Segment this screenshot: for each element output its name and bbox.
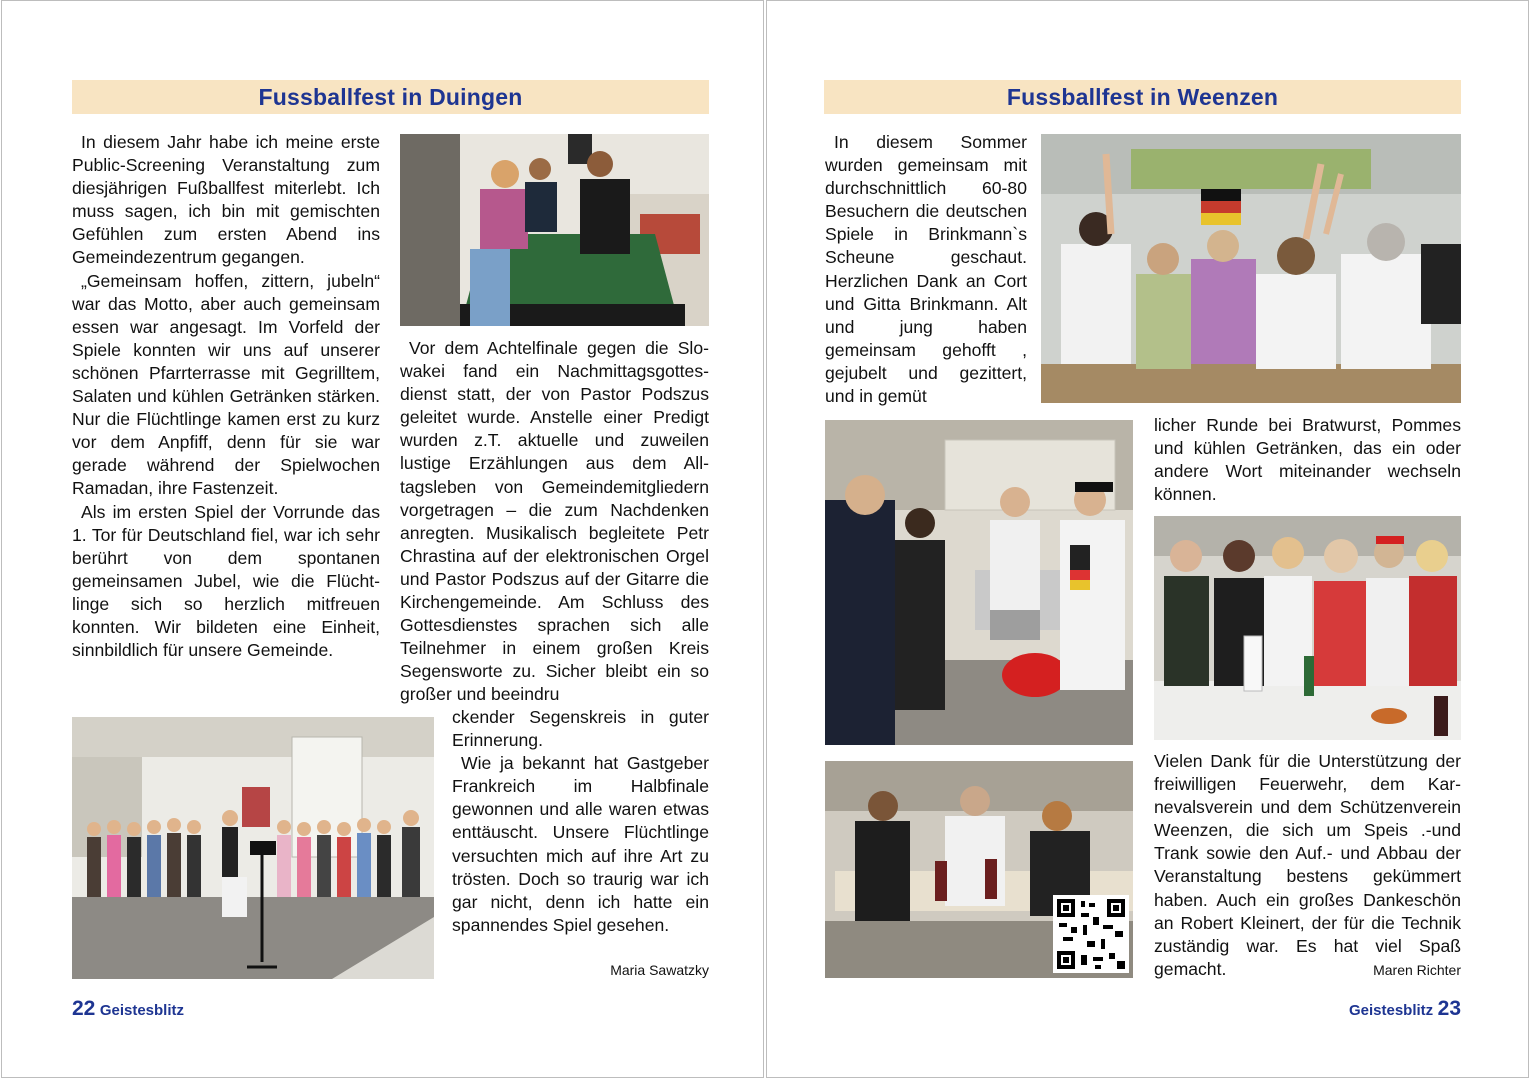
title-bar-weenzen bbox=[824, 80, 1461, 114]
article-column-2 bbox=[400, 337, 709, 707]
article-continued-column bbox=[1154, 414, 1461, 506]
article-thanks-column bbox=[1154, 750, 1461, 981]
photo-people-at-table bbox=[825, 761, 1133, 978]
page-number: 23 bbox=[1437, 997, 1461, 1020]
article-intro-column bbox=[825, 131, 1027, 408]
photo-cheering-crowd bbox=[1041, 134, 1461, 403]
page-footer-left bbox=[72, 997, 184, 1021]
paragraph: Vielen Dank für die Unterstützung der freiwilligen Feuerwehr, dem Karnevalsverein und dem Schützenverein Weenzen, die sich um Speis .-und Trank sowie den Auf.- und Abbau der Veranstaltung bestens gekümmert haben. Auch ein großes Dankeschön an Robert Kleinert, der für die Technik zuständig war. Es hat viel Spaß gemacht. bbox=[1154, 751, 1461, 979]
right-page bbox=[766, 0, 1529, 1078]
magazine-name: Geistesblitz bbox=[1348, 1002, 1434, 1019]
author-signature: Maren Richter bbox=[1373, 962, 1461, 978]
paragraph: In diesem Jahr habe ich meine erste Public-Screening Veranstaltung zum diesjährigen Fußballfest miterlebt. Ich muss sagen, ich bin mit gemischten Gefühlen zum ersten Abend ins Gemeindezentrum gegangen. bbox=[72, 132, 380, 268]
paragraph: Als im ersten Spiel der Vorrunde das 1. Tor für Deutschland fiel, war ich sehr berührt von dem spontanen gemeinsamen Jubel, wie die Flüchtlinge sich so herzlich mitfreuen konnten. Wir bildeten eine Einheit, sinnbildlich für unsere Gemeinde. bbox=[72, 501, 380, 661]
paragraph: In diesem Sommer wurden gemeinsam mit durchschnittlich 60-80 Besuchern die deutschen Spiele in Brinkmann`s Scheune geschaut. Herzlichen Dank an Cort und Gitta Brinkmann. Alt und jung haben gemeinsam gehofft , gejubelt und gezittert, und in gemüt bbox=[825, 132, 1027, 407]
article-title-duingen: Fussballfest in Duingen bbox=[258, 84, 523, 110]
article-column-1 bbox=[72, 131, 380, 662]
paragraph: licher Runde bei Bratwurst, Pommes und kühlen Getränken, das ein oder andere Wort miteinander wechseln können. bbox=[1154, 415, 1461, 505]
title-bar-duingen bbox=[72, 80, 709, 114]
photo-foosball-table bbox=[400, 134, 709, 326]
page-number: 22 bbox=[72, 997, 96, 1020]
page-footer-right bbox=[1337, 997, 1461, 1021]
article-title-weenzen: Fussballfest in Weenzen bbox=[1006, 84, 1279, 110]
photo-food-counter-helmet bbox=[825, 420, 1133, 745]
author-signature: Maria Sawatzky bbox=[610, 962, 709, 978]
left-page bbox=[1, 0, 764, 1078]
paragraph: ckender Segenskreis in guter Erinnerung. bbox=[452, 707, 709, 751]
paragraph: Wie ja bekannt hat Gastgeber Frankreich im Halbfinale gewonnen und alle waren etwas enttäuscht. Unsere Flüchtlinge versuchten mich auf ihre Art zu trösten. Doch so traurig war ich gar nicht, denn ich hatte ein spannendes Spiel gesehen. bbox=[452, 753, 709, 935]
magazine-name: Geistesblitz bbox=[99, 1002, 185, 1019]
paragraph: Vor dem Achtelfinale gegen die Slowakei fand ein Nachmittagsgottesdienst statt, der von Pastor Podszus geleitet wurde. Anstelle einer Predigt wurden z.T. aktuelle und zuweilen lustige Erzählungen aus dem Alltagsleben von Gemeindemitgliedern vorgetragen – die zum Nachdenken anregten. Musikalisch begleitete Petr Chrastina auf der elektronischen Orgel und Pastor Podszus auf der Gitarre die Kirchengemeinde. Am Schluss des Gottesdienstes sprachen sich alle Teilnehmer in einem großen Kreis Segensworte zu. Sicher bleibt ein so großer und beeindru bbox=[400, 338, 709, 705]
paragraph: „Gemeinsam hoffen, zittern, jubeln“ war das Motto, aber auch gemeinsam essen war angesagt. Im Vorfeld der Spiele konnten wir uns auf unserer schönen Pfarrterrasse mit Gegrilltem, Salaten und kühlen Getränken stärken. Nur die Flüchtlinge kamen erst zu kurz vor dem Anpfiff, denn für sie war gerade während der Spielwochen Ramadan, ihre Fastenzeit. bbox=[72, 270, 380, 499]
photo-church-blessing-circle bbox=[72, 717, 434, 979]
photo-women-group bbox=[1154, 516, 1461, 740]
article-column-3 bbox=[452, 706, 709, 937]
